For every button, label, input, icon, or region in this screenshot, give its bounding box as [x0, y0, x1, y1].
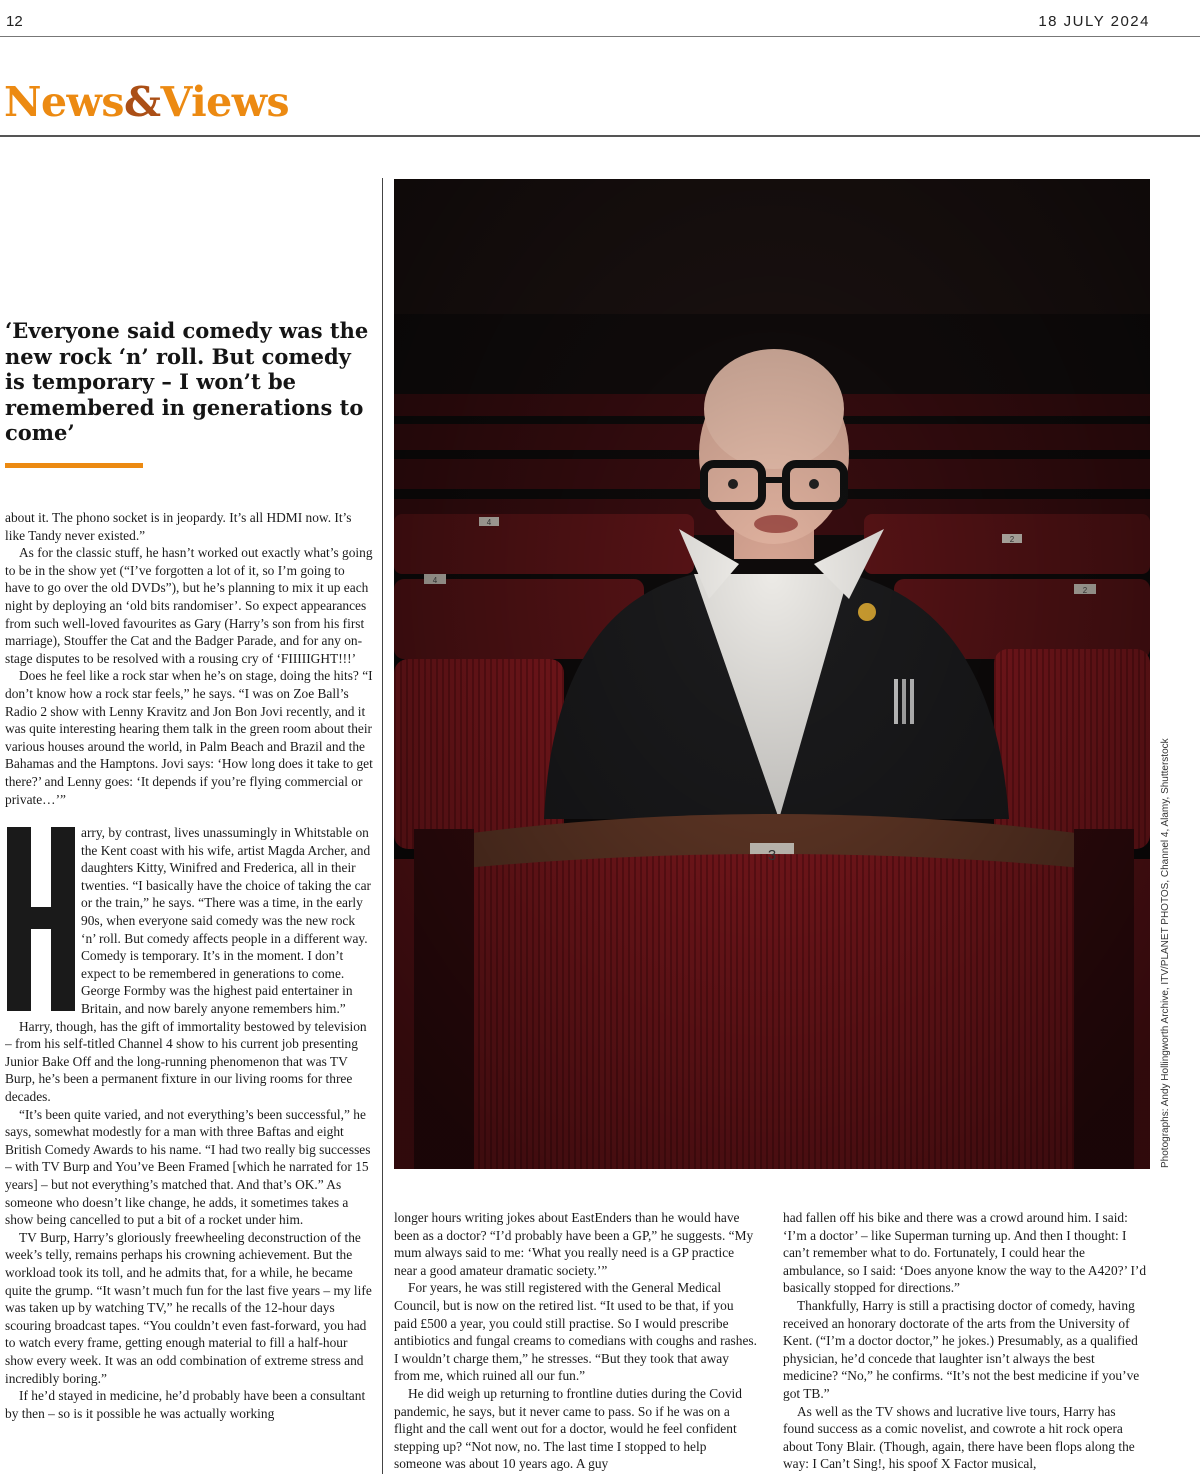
section-title-views: Views — [160, 78, 290, 126]
article-column-2 — [394, 1209, 757, 1471]
column-divider — [382, 178, 383, 1474]
paragraph: Does he feel like a rock star when he’s on stage, doing the hits? “I don’t know how a rock star feels,” he says. “I was on Zoe Ball’s Radio 2 show with Lenny Kravitz and Jon Bon Jovi recently, and it was quite interesting hearing them talk in the green room about their various houses around the world, in Palm Beach and Brazil and the Bahamas and the Hamptons. Jovi says: ‘How long does it take to get there?’ and Lenny goes: ‘It depends if you’re flying commercial or private…’” — [5, 668, 373, 807]
paragraph: longer hours writing jokes about EastEnders than he would have been as a doctor? “I’d probably have been a GP,” he suggests. “My mum always said to me: ‘What you really need is a GP practice near a good amateur dramatic society.’” — [394, 1210, 754, 1278]
photo-illustration — [394, 179, 1150, 1169]
page-number: 12 — [6, 13, 23, 30]
paragraph: arry, by contrast, lives unassumingly in Whitstable on the Kent coast with his wife, artist Magda Archer, and daughters Kitty, Winifred and Frederica, all in their twenties. “I basically have the choice of taking the car or the train,” he says. “There was a time, in the early 90s, when everyone said comedy was the new rock ‘n’ roll. But comedy affects people in a different way. Comedy is temporary. It’s in the moment. I don’t expect to be remembered in generations to come. George Formby was the highest paid entertainer in Britain, and now barely anyone remembers him.” — [81, 825, 372, 1017]
seat-number-main: 3 — [767, 847, 777, 864]
pull-quote-bar — [5, 463, 143, 468]
section-title-news: News — [4, 78, 124, 126]
seat-label-text: 4 — [486, 518, 492, 527]
paragraph: Thankfully, Harry is still a practising doctor of comedy, having received an honorary doctorate of the arts from the University of Kent. (“I’m a doctor doctor,” he jokes.) Presumably, as a qualified physician, he’d concede that laughter isn’t always the best medicine? “No,” he confirms. “It’s not the best medicine if you’ve got TB.” — [783, 1297, 1140, 1401]
paragraph: He did weigh up returning to frontline duties during the Covid pandemic, he says, but it never came to pass. So if he was on a flight and the call went out for a doctor, would he feel confident stepping up? “Not now, no. The last time I stopped to help someone was about 10 years ago. A guy — [394, 1385, 742, 1471]
paragraph: had fallen off his bike and there was a crowd around him. I said: ‘I’m a doctor’ – like Superman turning up. And then I thought: I can’t remember what to do. Fortunately, I could hear the ambulance, so I said: ‘Does anyone know the way to the A420?’ I’d basically stopped for directions.” — [783, 1210, 1147, 1296]
photo-theatre-seats — [394, 179, 1150, 1169]
drop-cap-h-glyph — [5, 827, 77, 1011]
top-rule — [0, 36, 1200, 37]
paragraph: As well as the TV shows and lucrative live tours, Harry has found success as a comic novelist, and cowrote a hit rock opera about Tony Blair. (Though, again, there have been flops along the way: I Can’t Sing!, his spoof X Factor musical, — [783, 1403, 1135, 1471]
article-column-1 — [5, 509, 373, 1469]
paragraph: “It’s been quite varied, and not everything’s been successful,” he says, somewhat modestly for a man with three Baftas and eight British Comedy Awards to his name. “I had two really big successes – with TV Burp and You’ve Been Framed [which he narrated for 15 years] – but not everything’s matched that. And that’s OK.” As someone who doesn’t like change, he adds, it sometimes takes a show being cancelled to put a bit of a rocket under him. — [5, 1106, 371, 1228]
photo-credit: Photographs: Andy Hollingworth Archive, ITV/PLANET PHOTOS, Channel 4, Alamy, Shutterstock — [1160, 738, 1171, 1168]
section-title — [4, 78, 289, 126]
paragraph: If he’d stayed in medicine, he’d probably have been a consultant by then – so is it possible he was actually working — [5, 1388, 366, 1421]
paragraph: about it. The phono socket is in jeopardy. It’s all HDMI now. It’s like Tandy never existed.” — [5, 510, 352, 543]
section-title-ampersand: & — [123, 78, 161, 126]
article-column-3 — [783, 1209, 1149, 1471]
section-rule — [0, 135, 1200, 137]
seat-label-text: 2 — [1082, 586, 1088, 595]
seat-label-text: 4 — [432, 576, 438, 585]
paragraph: As for the classic stuff, he hasn’t worked out exactly what’s going to be in the show yet (“I’ve forgotten a lot of it, so I’m going to have to go over the old DVDs”), but he’s planning to mix it up each night by deploying an ‘old bits randomiser’. So expect appearances from such well-loved favourites as Gary (Harry’s son from his first marriage), Stouffer the Cat and the Badger Parade, and for any on-stage disputes to be resolved with a rousing cry of ‘FIIIIIGHT!!!’ — [5, 545, 373, 666]
paragraph: Harry, though, has the gift of immortality bestowed by television – from his self-titled Channel 4 show to his current job presenting Junior Bake Off and the long-running phenomenon that was TV Burp, he’s been a permanent fixture in our living rooms for three decades. — [5, 1018, 367, 1104]
paragraph: TV Burp, Harry’s gloriously freewheeling deconstruction of the week’s telly, remains perhaps his crowning achievement. But the workload took its toll, and he admits that, for a while, he became quite the grump. “It wasn’t much fun for the last five years – my life was taken up by watching TV,” he recalls of the 12-hour days scouring broadcast tapes. “You couldn’t even fast-forward, you had to watch every frame, getting enough material to fill a half-hour show every week. It was an odd combination of extreme stress and incredibly boring.” — [5, 1229, 372, 1386]
issue-date: 18 JULY 2024 — [1038, 13, 1150, 30]
paragraph-gap — [5, 808, 373, 824]
seat-label-text: 2 — [1009, 535, 1015, 544]
drop-cap-h — [5, 827, 77, 1011]
paragraph: For years, he was still registered with the General Medical Council, but is now on the retired list. “It used to be that, if you paid £500 a year, you could still practise. So I would prescribe antibiotics and fungal creams to comedians with coughs and rashes. I wouldn’t charge them,” he stresses. “But they took that away from me, which ruined all our fun.” — [394, 1280, 757, 1384]
pull-quote: ‘Everyone said comedy was the new rock ‘n’ roll. But comedy is temporary – I won’t be remembered in generations to come’ — [5, 318, 369, 445]
